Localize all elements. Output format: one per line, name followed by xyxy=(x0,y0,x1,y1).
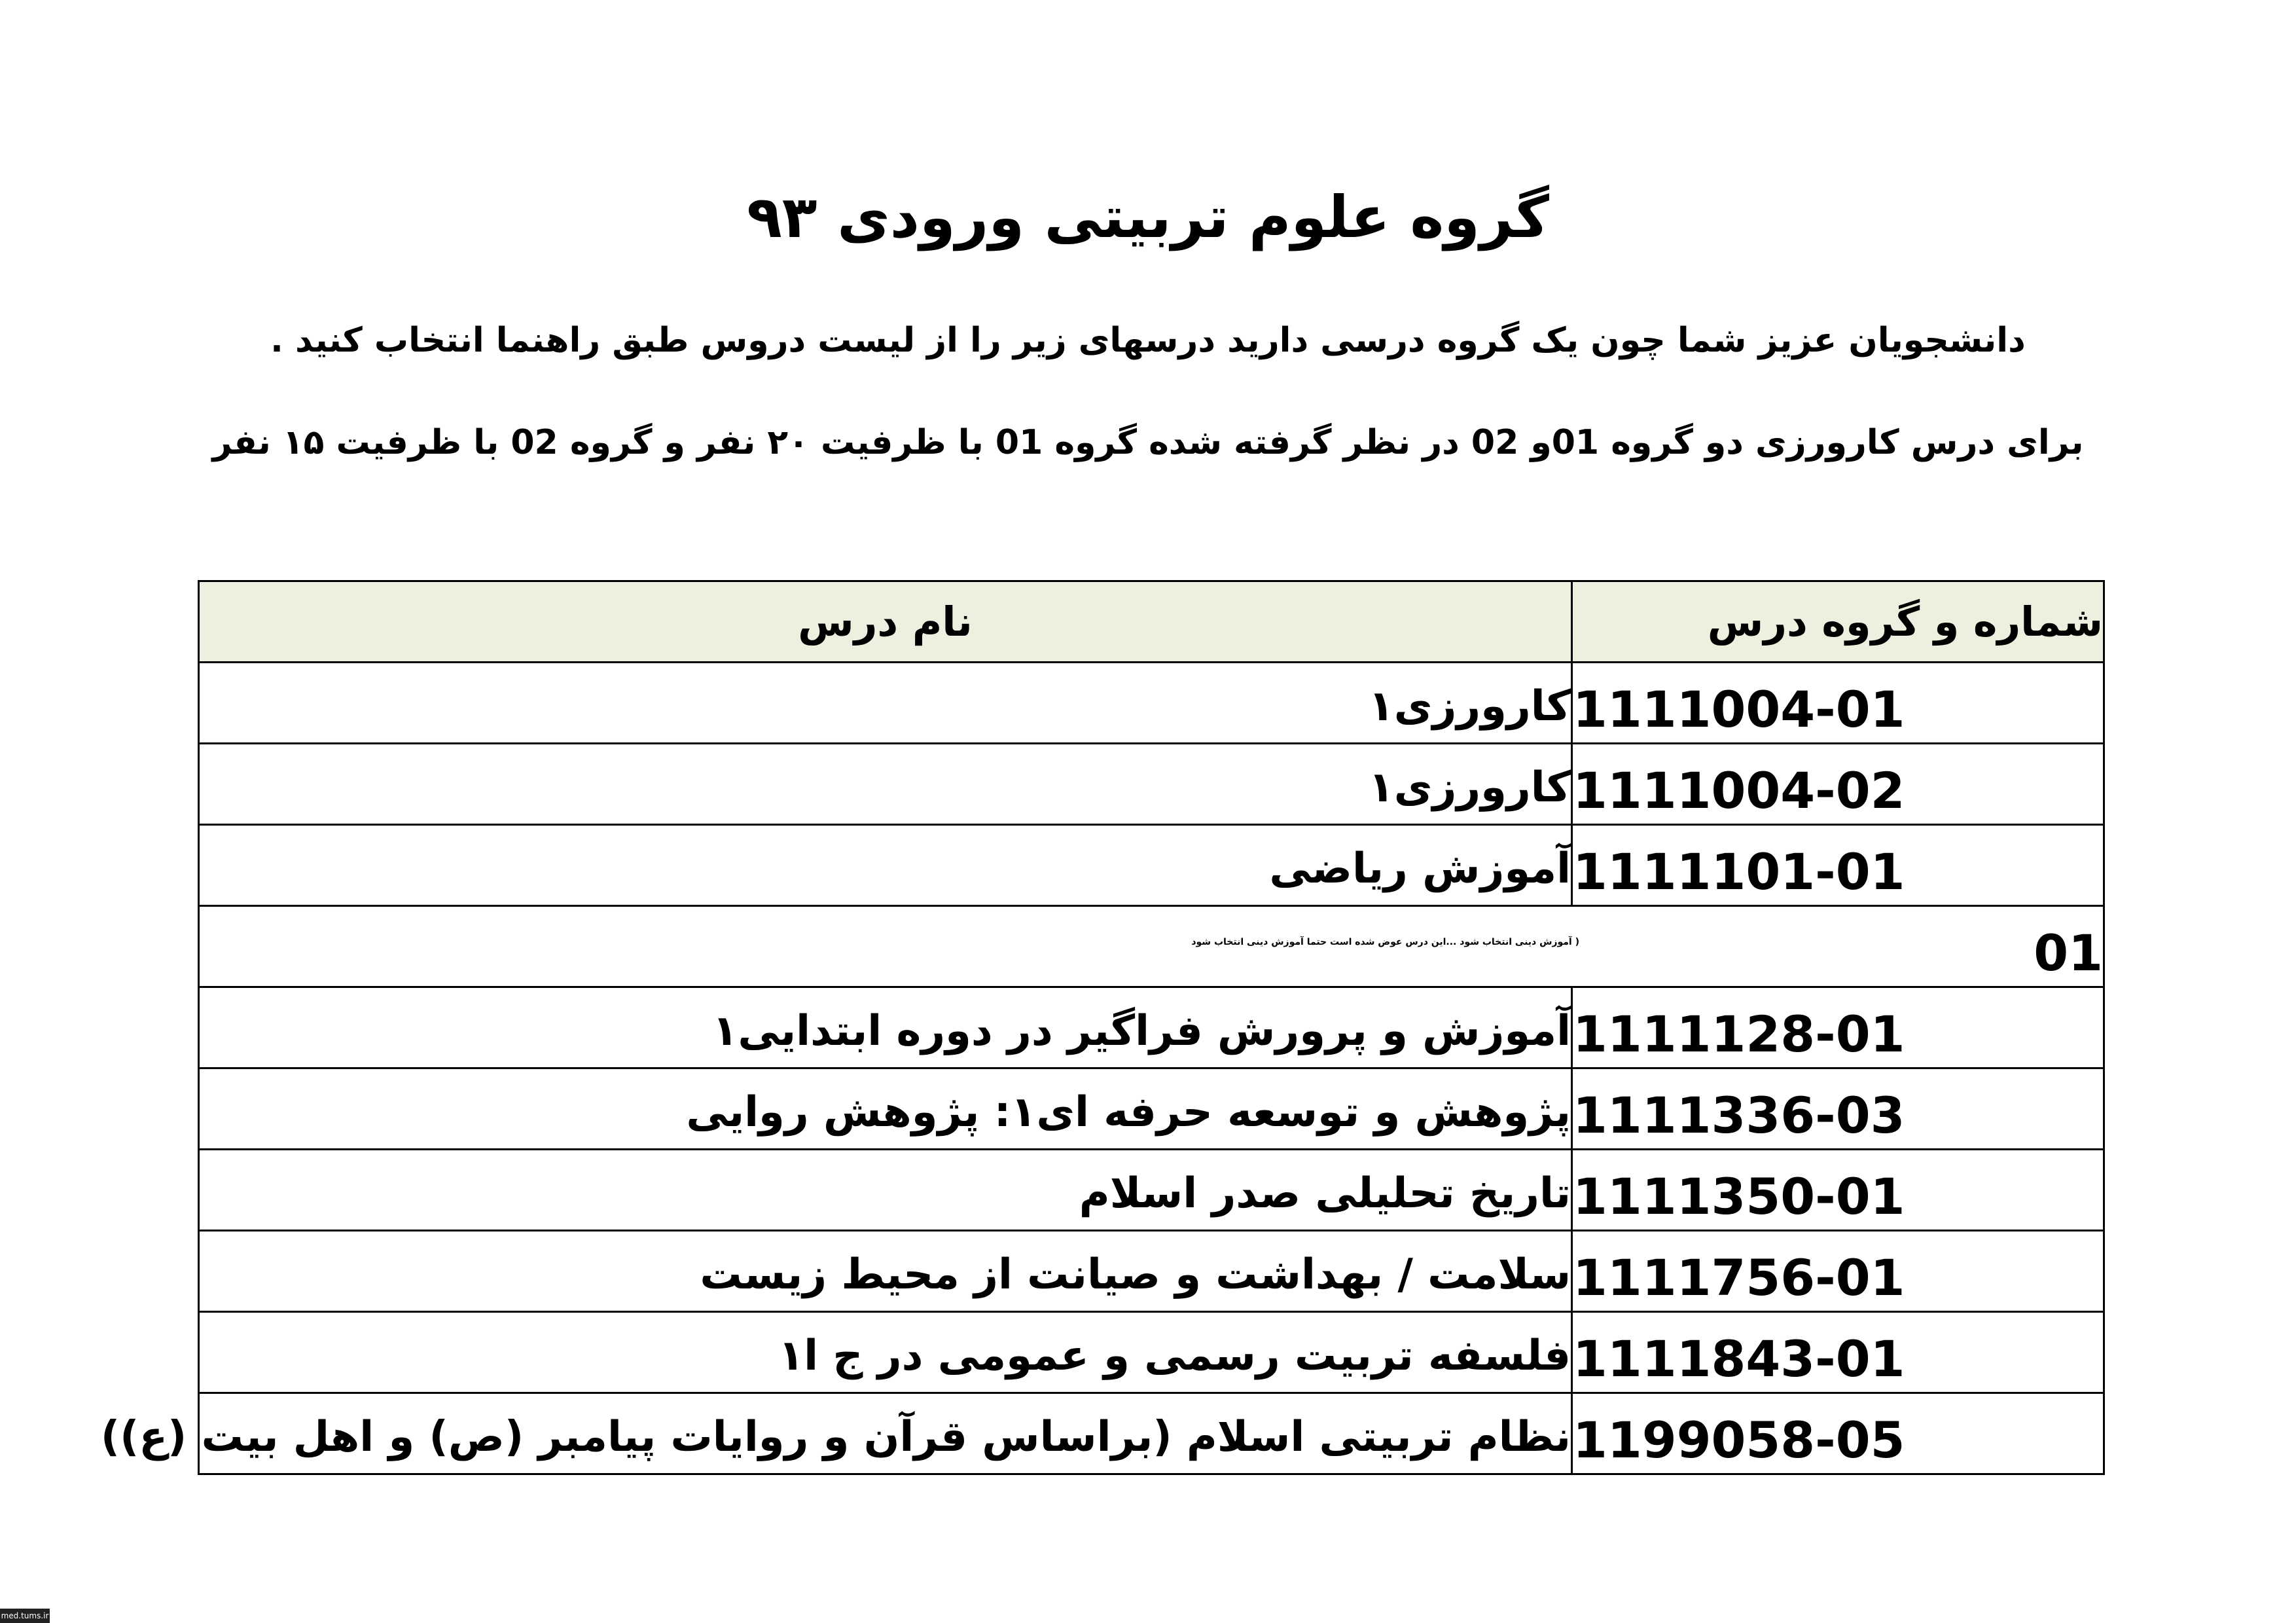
course-name: پژوهش و توسعه حرفه ای۱: پژوهش روایی xyxy=(199,1068,1572,1150)
course-name: نظام تربیتی اسلام (براساس قرآن و روایات پیامبر (ص) و اهل بیت (ع)) xyxy=(199,1393,1572,1474)
table-row xyxy=(199,1068,2104,1150)
table-row xyxy=(199,744,2104,825)
course-name: کارورزی۱ xyxy=(199,744,1572,825)
table-row xyxy=(199,825,2104,906)
table-row xyxy=(199,1312,2104,1393)
course-code: 1111350-01 xyxy=(1572,1150,2104,1231)
table-row xyxy=(199,1150,2104,1231)
table-row-note xyxy=(199,906,2104,987)
header-course-name: نام درس xyxy=(199,581,1572,663)
course-code: 1111004-01 xyxy=(1572,663,2104,744)
course-code: 1111004-02 xyxy=(1572,744,2104,825)
page-title: گروه علوم تربیتی ورودی ۹۳ xyxy=(747,183,1549,251)
course-code: 1111843-01 xyxy=(1572,1312,2104,1393)
intro-line-2: برای درس کارورزی دو گروه 01و 02 در نظر گرفته شده گروه 01 با ظرفیت ۲۰ نفر و گروه 02 با ظرفیت ۱۵ نفر xyxy=(212,423,2084,462)
note-cell xyxy=(199,906,2104,987)
header-course-code: شماره و گروه درس xyxy=(1572,581,2104,663)
course-code: 1111128-01 xyxy=(1572,987,2104,1068)
course-code: 01 xyxy=(2034,924,2103,982)
course-code: 1111336-03 xyxy=(1572,1068,2104,1150)
course-change-note: ( آموزش دینی انتخاب شود ...این درس عوض شده است حتما آموزش دینی انتخاب شود xyxy=(1191,937,1579,947)
course-name: آموزش ریاضی xyxy=(199,825,1572,906)
course-name: تاریخ تحلیلی صدر اسلام xyxy=(199,1150,1572,1231)
course-name: کارورزی۱ xyxy=(199,663,1572,744)
course-code: 1111756-01 xyxy=(1572,1231,2104,1312)
course-code: 1111101-01 xyxy=(1572,825,2104,906)
watermark-logo: med.tums.ir xyxy=(0,1609,50,1623)
table-header-row xyxy=(199,581,2104,663)
intro-line-1: دانشجویان عزیز شما چون یک گروه درسی دارید درسهای زیر را از لیست دروس طبق راهنما انتخاب کنید . xyxy=(270,321,2026,360)
course-code: 1199058-05 xyxy=(1572,1393,2104,1474)
course-name: فلسفه تربیت رسمی و عمومی در ج ا۱ xyxy=(199,1312,1572,1393)
course-name: آموزش و پرورش فراگیر در دوره ابتدایی۱ xyxy=(199,987,1572,1068)
table-row xyxy=(199,1231,2104,1312)
table-row xyxy=(199,1393,2104,1474)
courses-table xyxy=(100,580,2105,1475)
table-row xyxy=(199,987,2104,1068)
course-name: سلامت / بهداشت و صیانت از محیط زیست xyxy=(199,1231,1572,1312)
table-row xyxy=(199,663,2104,744)
